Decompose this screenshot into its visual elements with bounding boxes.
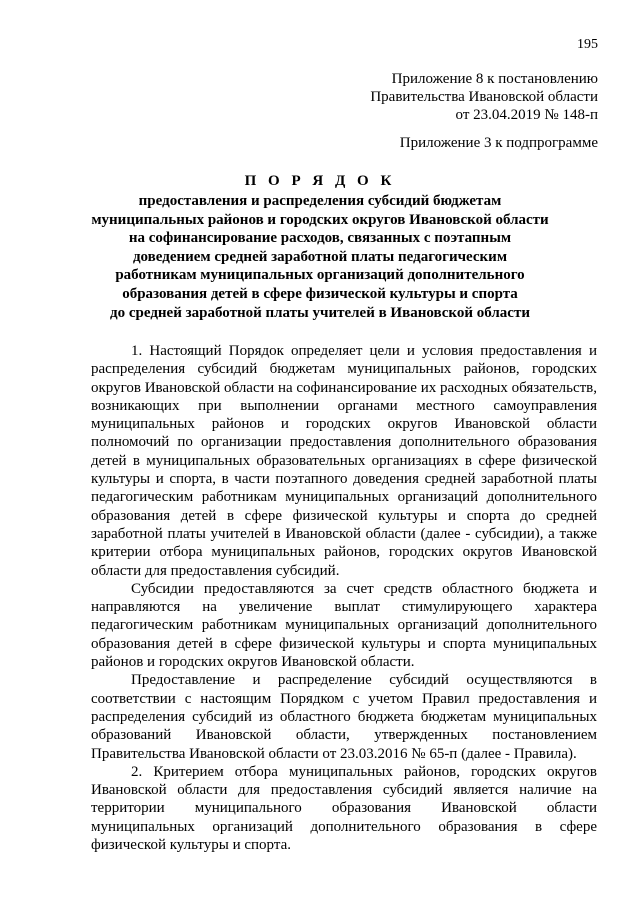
subtitle-line: до средней заработной платы учителей в Ивановской области [110, 304, 530, 321]
subtitle-line: предоставления и распределения субсидий бюджетам [138, 193, 502, 209]
subtitle-line: муниципальных районов и городских округов Ивановской области [91, 211, 549, 228]
paragraph: Субсидии предоставляются за счет средств областного бюджета и направляются на увеличение выплат стимулирующего характера педагогическим работникам муниципальных организаций дополнительного образования детей в сфере физической культуры и спорта муниципальных районов и городских округов Ивановской области. [91, 580, 597, 671]
document-title: П О Р Я Д О К [244, 173, 396, 189]
appendix-line: от 23.04.2019 № 148-п [455, 107, 598, 123]
subtitle-line: образования детей в сфере физической культуры и спорта [122, 285, 518, 302]
appendix-reference [370, 70, 598, 124]
paragraph: 2. Критерием отбора муниципальных районов, городских округов Ивановской области для предоставления субсидий является наличие на территории муниципального образования Ивановской области муниципальных организаций дополнительного образования в сфере физической культуры и спорта. [91, 763, 597, 854]
appendix-line: Приложение 8 к постановлению [391, 71, 598, 87]
appendix-line: Правительства Ивановской области [370, 89, 598, 105]
document-body [91, 342, 597, 854]
paragraph: Предоставление и распределение субсидий осуществляются в соответствии с настоящим Порядком с учетом Правил предоставления и распределения субсидий из областного бюджета бюджетам муниципальных образований Ивановской области, утвержденных постановлением Правительства Ивановской области от 23.03.2016 № 65-п (далее - Правила). [91, 672, 597, 762]
subtitle-line: на софинансирование расходов, связанных с поэтапным [128, 230, 512, 247]
document-subtitle [60, 192, 580, 322]
subtitle-line: доведением средней заработной платы педагогическим [132, 248, 508, 265]
appendix-subprogram: Приложение 3 к подпрограмме [399, 135, 598, 151]
page-number: 195 [577, 37, 598, 52]
subtitle-line: работникам муниципальных организаций дополнительного [115, 267, 525, 284]
paragraph: 1. Настоящий Порядок определяет цели и условия предоставления и распределения субсидий бюджетам муниципальных районов, городских округов Ивановской области на софинансирование их расходных обязательств, возникающих при выполнении органами местного самоуправления муниципальных районов и городских округов Ивановской области полномочий по организации предоставления дополнительного образования детей в муниципальных образовательных организациях в сфере физической культуры и спорта, в части поэтапного доведения средней заработной платы педагогическим работникам муниципальных организаций дополнительного образования детей в сфере физической культуры и спорта до средней заработной платы учителей в Ивановской области (далее - субсидии), а также критерии отбора муниципальных районов, городских округов Ивановской области для предоставления субсидий. [91, 343, 598, 579]
